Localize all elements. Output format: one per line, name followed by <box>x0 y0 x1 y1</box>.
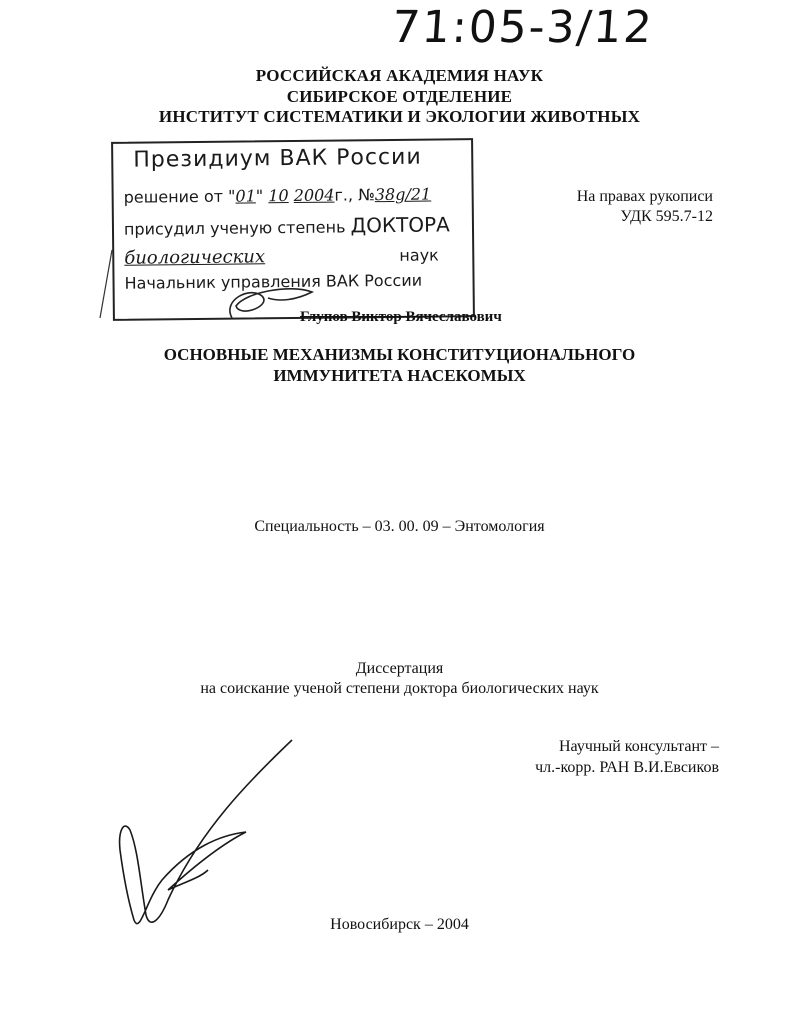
stamp-decision-line: решение от "01" 10 2004г., №38g/21 <box>123 184 432 207</box>
header-institute: ИНСТИТУТ СИСТЕМАТИКИ И ЭКОЛОГИИ ЖИВОТНЫХ <box>158 107 641 126</box>
dissertation-degree: на соискание ученой степени доктора биологических наук <box>200 680 599 697</box>
stamp-degree: ДОКТОРА <box>350 212 450 238</box>
stamp-decision-year: 2004 <box>293 185 335 205</box>
specialty: Специальность – 03. 00. 09 – Энтомология <box>254 518 545 535</box>
stamp-awarded: присудил ученую степень <box>123 217 346 239</box>
stamp-decision-label: решение от <box>123 186 224 207</box>
author-name-struck: Глупов Виктор Вяч <box>300 309 433 325</box>
thesis-title-line2: ИММУНИТЕТА НАСЕКОМЫХ <box>273 366 526 385</box>
stamp-science: наук <box>399 245 439 265</box>
stamp-number-label: № <box>358 185 375 205</box>
udk-code: УДК 595.7-12 <box>620 208 713 225</box>
header-academy: РОССИЙСКАЯ АКАДЕМИЯ НАУК <box>255 66 544 85</box>
stamp-title: Президиум ВАК России <box>133 144 422 173</box>
stamp-corner-mark <box>100 250 112 318</box>
stamp-decision-day: 01 <box>235 186 256 206</box>
thesis-title-line1: ОСНОВНЫЕ МЕХАНИЗМЫ КОНСТИТУЦИОНАЛЬНОГО <box>163 345 636 364</box>
author-name-rest: еславович <box>432 309 502 325</box>
city-year: Новосибирск – 2004 <box>330 916 469 933</box>
rights-manuscript: На правах рукописи <box>576 188 713 205</box>
consultant-label: Научный консультант – <box>559 738 719 755</box>
stamp-year-suffix: г., <box>334 185 354 205</box>
advisor-signature <box>120 740 292 924</box>
dissertation-label: Диссертация <box>355 660 444 677</box>
archive-number-handwritten: 71:05-3/12 <box>390 2 656 53</box>
stamp-decision-month: 10 <box>268 186 289 206</box>
stamp-chief: Начальник управления ВАК России <box>124 270 423 293</box>
stamp-decision-number: 38g/21 <box>374 184 432 205</box>
header-branch: СИБИРСКОЕ ОТДЕЛЕНИЕ <box>286 87 513 106</box>
stamp-signature <box>230 289 312 318</box>
stamp-field: биологических <box>124 246 266 269</box>
consultant-name: чл.-корр. РАН В.И.Евсиков <box>535 759 719 776</box>
